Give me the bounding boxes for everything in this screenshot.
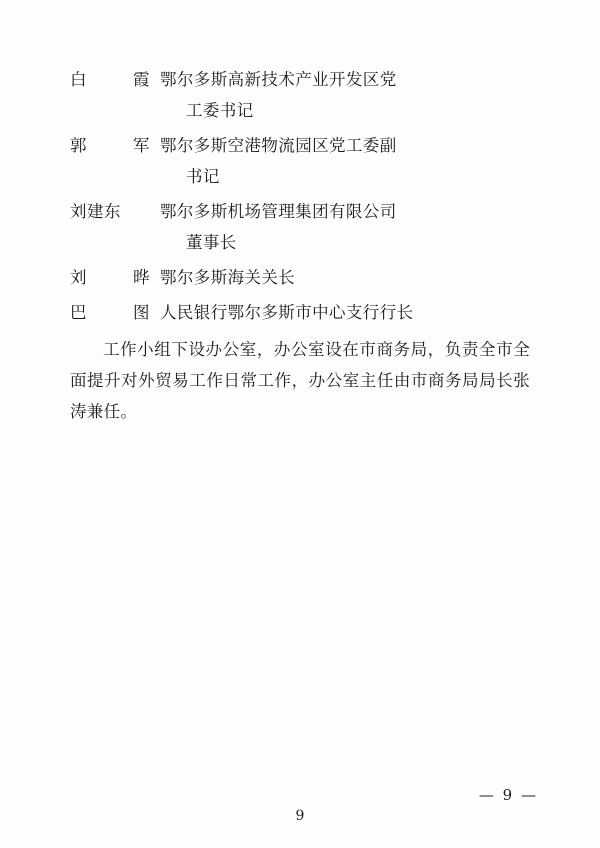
- list-item: [70, 297, 530, 328]
- roster-title: [156, 130, 530, 192]
- roster-title-line1: 鄂尔多斯机场管理集团有限公司: [160, 202, 397, 221]
- roster-name: 郭 军: [70, 136, 150, 155]
- roster-name: 刘 晔: [70, 268, 150, 287]
- list-item: [70, 130, 530, 192]
- list-item: [70, 196, 530, 258]
- page-footer: [0, 786, 600, 826]
- roster-title: [156, 64, 530, 126]
- roster-title-line2: 工委书记: [186, 101, 254, 120]
- roster-name: 巴 图: [70, 303, 150, 322]
- page-content: [70, 64, 530, 444]
- roster-list: [70, 64, 530, 328]
- roster-title: [156, 262, 530, 293]
- roster-title-line2: 董事长: [186, 233, 237, 252]
- list-item: [70, 262, 530, 293]
- roster-title-line1: 鄂尔多斯空港物流园区党工委副: [160, 136, 397, 155]
- roster-title-line2: 书记: [186, 167, 220, 186]
- roster-title-line1: 鄂尔多斯海关关长: [160, 268, 296, 287]
- roster-title: [156, 297, 530, 328]
- roster-title-line1: 人民银行鄂尔多斯市中心支行行长: [160, 303, 414, 322]
- roster-title-line1: 鄂尔多斯高新技术产业开发区党: [160, 70, 397, 89]
- roster-title: [156, 196, 530, 258]
- body-paragraph: 工作小组下设办公室，办公室设在市商务局，负责全市全面提升对外贸易工作日常工作，办公室主任由市商务局局长张涛兼任。: [70, 340, 530, 421]
- roster-name: 刘建东: [70, 202, 121, 221]
- roster-name: 白 霞: [70, 70, 150, 89]
- page-number: 9: [295, 808, 305, 824]
- list-item: [70, 64, 530, 126]
- page-marker: — 9 —: [478, 786, 538, 804]
